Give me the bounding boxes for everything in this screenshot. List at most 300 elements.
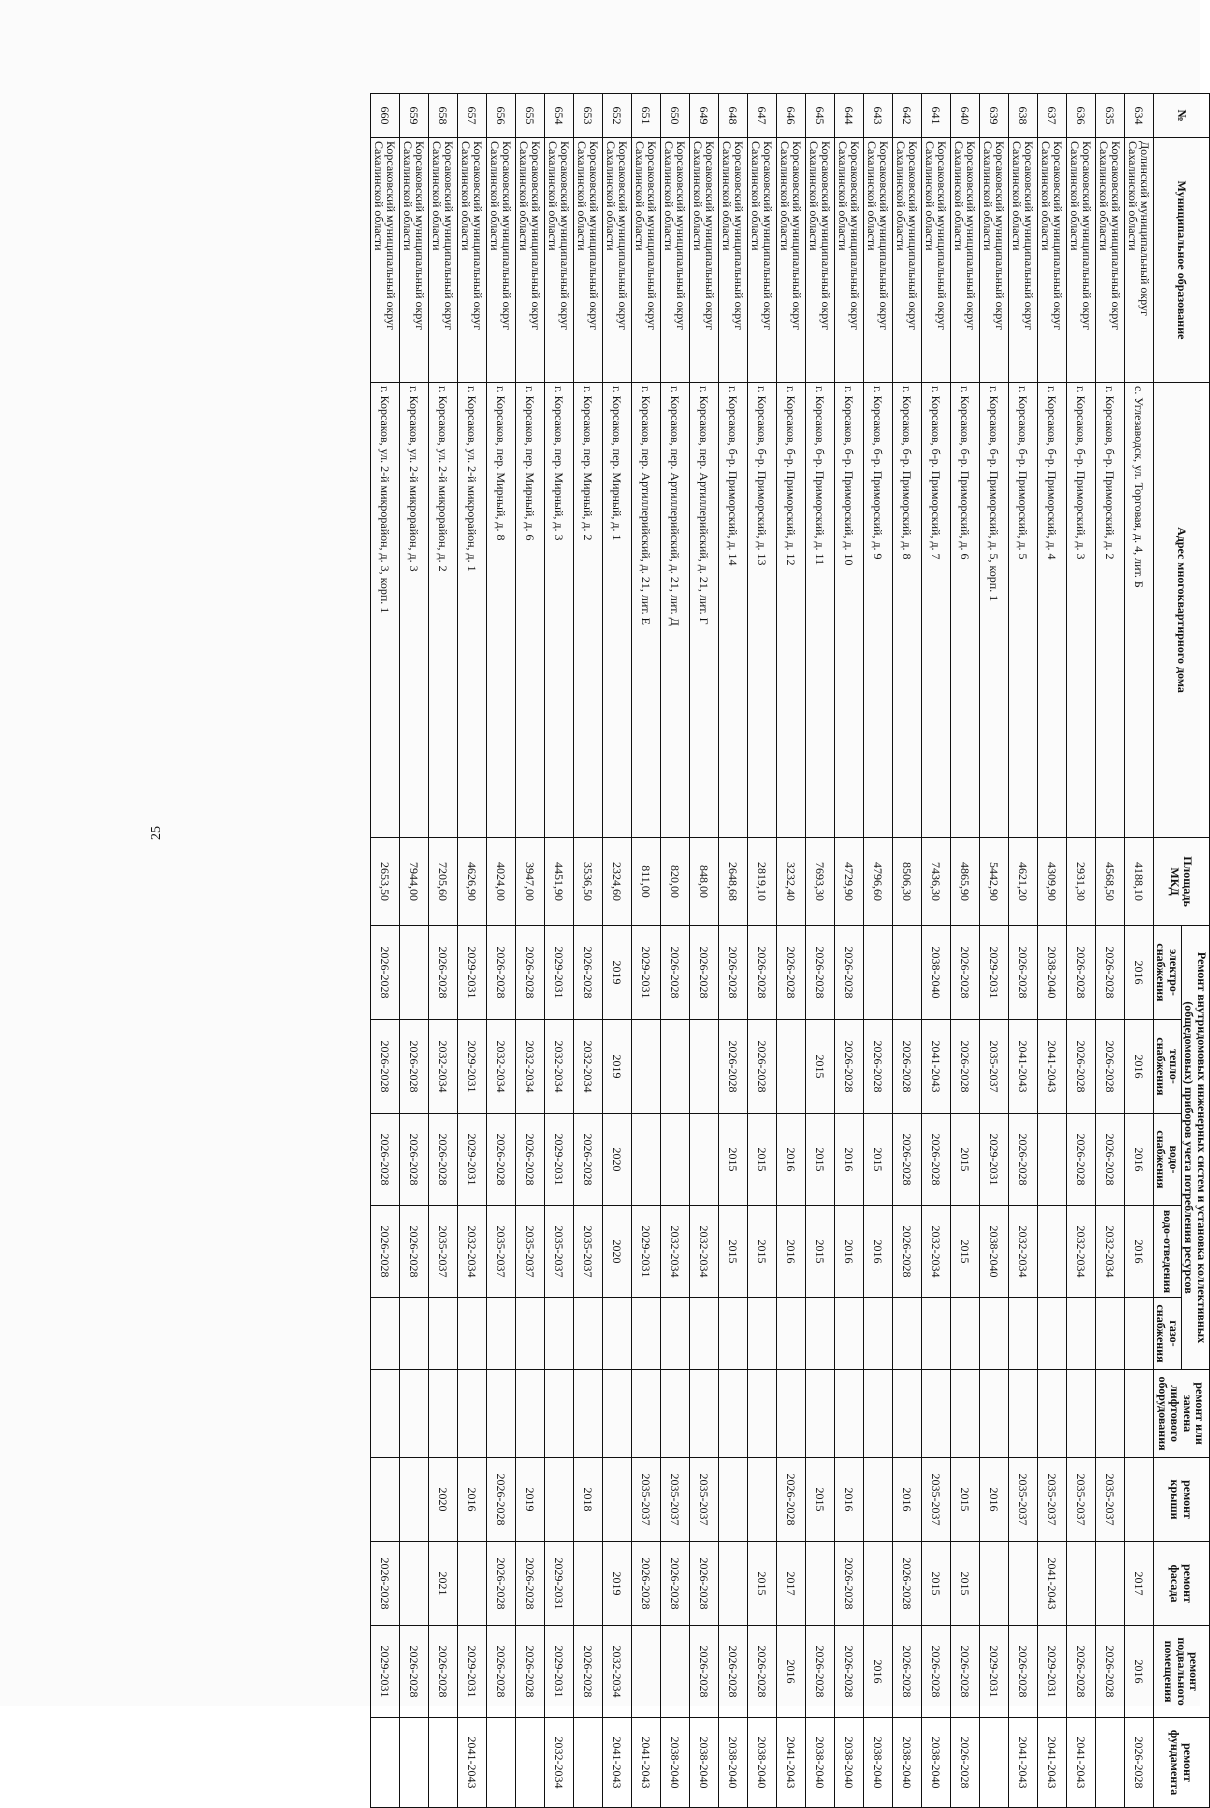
- heat-cell: 2015: [805, 1020, 834, 1114]
- table-row: [1008, 94, 1037, 1808]
- facade-cell: [718, 1542, 747, 1626]
- lift-cell: [1008, 1370, 1037, 1458]
- heat-cell: 2026-2028: [370, 1020, 399, 1114]
- area-cell: 7436,30: [921, 838, 950, 926]
- facade-cell: 2015: [747, 1542, 776, 1626]
- basement-cell: 2016: [1124, 1626, 1153, 1718]
- facade-cell: [1008, 1542, 1037, 1626]
- municipality-cell: Корсаковский муниципальный округ Сахалинской области: [486, 138, 515, 383]
- municipality-cell: Корсаковский муниципальный округ Сахалинской области: [602, 138, 631, 383]
- basement-cell: 2026-2028: [428, 1626, 457, 1718]
- area-cell: 2931,30: [1066, 838, 1095, 926]
- area-cell: 4309,90: [1037, 838, 1066, 926]
- electric-cell: 2026-2028: [515, 926, 544, 1020]
- drain-cell: 2035-2037: [486, 1206, 515, 1298]
- heat-cell: 2019: [602, 1020, 631, 1114]
- gas-cell: [950, 1298, 979, 1370]
- heat-cell: 2026-2028: [892, 1020, 921, 1114]
- water-cell: 2026-2028: [428, 1114, 457, 1206]
- facade-cell: 2026-2028: [515, 1542, 544, 1626]
- gas-cell: [805, 1298, 834, 1370]
- area-cell: 2648,68: [718, 838, 747, 926]
- gas-cell: [747, 1298, 776, 1370]
- facade-cell: [399, 1542, 428, 1626]
- roof-cell: 2016: [892, 1458, 921, 1542]
- roof-cell: 2018: [573, 1458, 602, 1542]
- water-cell: 2026-2028: [1008, 1114, 1037, 1206]
- drain-cell: 2026-2028: [892, 1206, 921, 1298]
- gas-cell: [486, 1298, 515, 1370]
- roof-cell: 2016: [457, 1458, 486, 1542]
- roof-cell: 2035-2037: [631, 1458, 660, 1542]
- electric-cell: 2026-2028: [1008, 926, 1037, 1020]
- gas-cell: [631, 1298, 660, 1370]
- table-row: [863, 94, 892, 1808]
- drain-cell: 2032-2034: [1008, 1206, 1037, 1298]
- electric-cell: 2029-2031: [457, 926, 486, 1020]
- header-basement: ремонт подвального помещения: [1153, 1626, 1209, 1718]
- lift-cell: [1037, 1370, 1066, 1458]
- facade-cell: 2026-2028: [660, 1542, 689, 1626]
- address-cell: г. Корсаков, б-р. Приморский, д. 3: [1066, 383, 1095, 838]
- table-row: [428, 94, 457, 1808]
- header-lift: ремонт или замена лифтового оборудования: [1153, 1370, 1209, 1458]
- table-row: [805, 94, 834, 1808]
- basement-cell: 2026-2028: [515, 1626, 544, 1718]
- facade-cell: 2019: [602, 1542, 631, 1626]
- row-number: 650: [660, 94, 689, 138]
- basement-cell: 2029-2031: [457, 1626, 486, 1718]
- table-row: [834, 94, 863, 1808]
- foundation-cell: [370, 1718, 399, 1808]
- facade-cell: [457, 1542, 486, 1626]
- area-cell: 820,00: [660, 838, 689, 926]
- basement-cell: 2016: [863, 1626, 892, 1718]
- header-num: №: [1153, 94, 1209, 138]
- address-cell: г. Корсаков, пер. Мирный, д. 2: [573, 383, 602, 838]
- row-number: 639: [979, 94, 1008, 138]
- water-cell: 2026-2028: [399, 1114, 428, 1206]
- roof-cell: [370, 1458, 399, 1542]
- basement-cell: 2026-2028: [399, 1626, 428, 1718]
- heat-cell: 2026-2028: [718, 1020, 747, 1114]
- drain-cell: 2029-2031: [631, 1206, 660, 1298]
- table-row: [370, 94, 399, 1808]
- row-number: 652: [602, 94, 631, 138]
- area-cell: 8506,30: [892, 838, 921, 926]
- address-cell: г. Корсаков, б-р. Приморский, д. 7: [921, 383, 950, 838]
- electric-cell: 2026-2028: [486, 926, 515, 1020]
- row-number: 660: [370, 94, 399, 138]
- water-cell: 2015: [863, 1114, 892, 1206]
- repair-schedule-table: [370, 93, 1210, 1808]
- drain-cell: 2020: [602, 1206, 631, 1298]
- gas-cell: [863, 1298, 892, 1370]
- area-cell: 4188,10: [1124, 838, 1153, 926]
- water-cell: 2026-2028: [1095, 1114, 1124, 1206]
- water-cell: 2015: [747, 1114, 776, 1206]
- area-cell: 4729,90: [834, 838, 863, 926]
- drain-cell: 2016: [776, 1206, 805, 1298]
- address-cell: г. Корсаков, б-р. Приморский, д. 14: [718, 383, 747, 838]
- address-cell: г. Корсаков, б-р. Приморский, д. 4: [1037, 383, 1066, 838]
- row-number: 646: [776, 94, 805, 138]
- gas-cell: [573, 1298, 602, 1370]
- facade-cell: 2041-2043: [1037, 1542, 1066, 1626]
- basement-cell: 2026-2028: [805, 1626, 834, 1718]
- gas-cell: [892, 1298, 921, 1370]
- row-number: 656: [486, 94, 515, 138]
- basement-cell: 2026-2028: [950, 1626, 979, 1718]
- gas-cell: [428, 1298, 457, 1370]
- foundation-cell: [1095, 1718, 1124, 1808]
- basement-cell: 2026-2028: [689, 1626, 718, 1718]
- heat-cell: 2026-2028: [399, 1020, 428, 1114]
- foundation-cell: 2026-2028: [950, 1718, 979, 1808]
- area-cell: 4451,90: [544, 838, 573, 926]
- address-cell: г. Корсаков, пер. Мирный, д. 6: [515, 383, 544, 838]
- electric-cell: 2026-2028: [1066, 926, 1095, 1020]
- header-area: Площадь МКД: [1153, 838, 1209, 926]
- foundation-cell: 2038-2040: [805, 1718, 834, 1808]
- municipality-cell: Корсаковский муниципальный округ Сахалинской области: [631, 138, 660, 383]
- water-cell: 2015: [950, 1114, 979, 1206]
- water-cell: 2029-2031: [457, 1114, 486, 1206]
- foundation-cell: [486, 1718, 515, 1808]
- table-body: [370, 94, 1153, 1808]
- municipality-cell: Корсаковский муниципальный округ Сахалинской области: [1008, 138, 1037, 383]
- basement-cell: 2026-2028: [1095, 1626, 1124, 1718]
- roof-cell: 2016: [834, 1458, 863, 1542]
- municipality-cell: Корсаковский муниципальный округ Сахалинской области: [1037, 138, 1066, 383]
- table-row: [718, 94, 747, 1808]
- table-row: [1095, 94, 1124, 1808]
- municipality-cell: Корсаковский муниципальный округ Сахалинской области: [515, 138, 544, 383]
- gas-cell: [689, 1298, 718, 1370]
- basement-cell: 2016: [776, 1626, 805, 1718]
- address-cell: г. Корсаков, б-р. Приморский, д. 13: [747, 383, 776, 838]
- water-cell: 2016: [834, 1114, 863, 1206]
- electric-cell: [863, 926, 892, 1020]
- area-cell: 848,00: [689, 838, 718, 926]
- basement-cell: 2026-2028: [718, 1626, 747, 1718]
- row-number: 634: [1124, 94, 1153, 138]
- address-cell: г. Корсаков, пер. Мирный, д. 3: [544, 383, 573, 838]
- electric-cell: 2026-2028: [718, 926, 747, 1020]
- basement-cell: 2026-2028: [1008, 1626, 1037, 1718]
- water-cell: 2020: [602, 1114, 631, 1206]
- table-row: [457, 94, 486, 1808]
- basement-cell: 2032-2034: [602, 1626, 631, 1718]
- facade-cell: 2017: [1124, 1542, 1153, 1626]
- gas-cell: [399, 1298, 428, 1370]
- electric-cell: 2026-2028: [747, 926, 776, 1020]
- address-cell: г. Корсаков, пер. Мирный, д. 8: [486, 383, 515, 838]
- basement-cell: [660, 1626, 689, 1718]
- facade-cell: [805, 1542, 834, 1626]
- facade-cell: 2017: [776, 1542, 805, 1626]
- heat-cell: [631, 1020, 660, 1114]
- foundation-cell: 2038-2040: [834, 1718, 863, 1808]
- row-number: 635: [1095, 94, 1124, 138]
- foundation-cell: 2041-2043: [1037, 1718, 1066, 1808]
- heat-cell: 2032-2034: [544, 1020, 573, 1114]
- electric-cell: 2019: [602, 926, 631, 1020]
- header-drain: водо-отведения: [1153, 1206, 1181, 1298]
- roof-cell: 2026-2028: [776, 1458, 805, 1542]
- basement-cell: 2029-2031: [1037, 1626, 1066, 1718]
- roof-cell: 2035-2037: [1037, 1458, 1066, 1542]
- lift-cell: [1095, 1370, 1124, 1458]
- drain-cell: 2032-2034: [1066, 1206, 1095, 1298]
- table-row: [1066, 94, 1095, 1808]
- foundation-cell: 2038-2040: [718, 1718, 747, 1808]
- table-row: [660, 94, 689, 1808]
- address-cell: г. Корсаков, ул. 2-й микрорайон, д. 3: [399, 383, 428, 838]
- drain-cell: 2032-2034: [660, 1206, 689, 1298]
- roof-cell: [399, 1458, 428, 1542]
- address-cell: г. Корсаков, пер. Артиллерийский, д. 21, лит. Д: [660, 383, 689, 838]
- water-cell: 2016: [776, 1114, 805, 1206]
- heat-cell: 2029-2031: [457, 1020, 486, 1114]
- foundation-cell: 2032-2034: [544, 1718, 573, 1808]
- drain-cell: 2026-2028: [399, 1206, 428, 1298]
- roof-cell: [544, 1458, 573, 1542]
- basement-cell: 2029-2031: [544, 1626, 573, 1718]
- electric-cell: 2026-2028: [370, 926, 399, 1020]
- table-row: [1124, 94, 1153, 1808]
- water-cell: 2029-2031: [544, 1114, 573, 1206]
- lift-cell: [428, 1370, 457, 1458]
- area-cell: 7944,00: [399, 838, 428, 926]
- water-cell: 2029-2031: [979, 1114, 1008, 1206]
- table-row: [776, 94, 805, 1808]
- gas-cell: [1095, 1298, 1124, 1370]
- facade-cell: 2015: [921, 1542, 950, 1626]
- lift-cell: [1066, 1370, 1095, 1458]
- address-cell: г. Корсаков, б-р. Приморский, д. 5: [1008, 383, 1037, 838]
- lift-cell: [457, 1370, 486, 1458]
- roof-cell: [863, 1458, 892, 1542]
- lift-cell: [776, 1370, 805, 1458]
- municipality-cell: Корсаковский муниципальный округ Сахалинской области: [689, 138, 718, 383]
- drain-cell: 2035-2037: [544, 1206, 573, 1298]
- area-cell: 2324,60: [602, 838, 631, 926]
- water-cell: 2026-2028: [921, 1114, 950, 1206]
- lift-cell: [544, 1370, 573, 1458]
- facade-cell: 2026-2028: [631, 1542, 660, 1626]
- header-water: водо-снабжения: [1153, 1114, 1181, 1206]
- area-cell: 4024,00: [486, 838, 515, 926]
- heat-cell: 2026-2028: [1066, 1020, 1095, 1114]
- heat-cell: [660, 1020, 689, 1114]
- heat-cell: 2026-2028: [1095, 1020, 1124, 1114]
- municipality-cell: Корсаковский муниципальный округ Сахалинской области: [747, 138, 776, 383]
- gas-cell: [515, 1298, 544, 1370]
- table-row: [544, 94, 573, 1808]
- address-cell: г. Корсаков, пер. Мирный, д. 1: [602, 383, 631, 838]
- municipality-cell: Корсаковский муниципальный округ Сахалинской области: [892, 138, 921, 383]
- facade-cell: [863, 1542, 892, 1626]
- area-cell: 2819,10: [747, 838, 776, 926]
- heat-cell: 2041-2043: [1008, 1020, 1037, 1114]
- roof-cell: 2026-2028: [486, 1458, 515, 1542]
- table-row: [689, 94, 718, 1808]
- address-cell: г. Корсаков, ул. 2-й микрорайон, д. 2: [428, 383, 457, 838]
- roof-cell: [602, 1458, 631, 1542]
- facade-cell: [573, 1542, 602, 1626]
- water-cell: 2015: [805, 1114, 834, 1206]
- header-heat: тепло-снабжения: [1153, 1020, 1181, 1114]
- header-municipality: Муниципальное образование: [1153, 138, 1209, 383]
- lift-cell: [892, 1370, 921, 1458]
- heat-cell: 2032-2034: [486, 1020, 515, 1114]
- table-row: [979, 94, 1008, 1808]
- address-cell: г. Корсаков, ул. 2-й микрорайон, д. 1: [457, 383, 486, 838]
- table-row: [950, 94, 979, 1808]
- area-cell: 811,00: [631, 838, 660, 926]
- facade-cell: 2029-2031: [544, 1542, 573, 1626]
- foundation-cell: 2041-2043: [602, 1718, 631, 1808]
- foundation-cell: 2038-2040: [747, 1718, 776, 1808]
- foundation-cell: [399, 1718, 428, 1808]
- table-row: [486, 94, 515, 1808]
- rotated-table-container: [96, 93, 1210, 1796]
- drain-cell: 2032-2034: [689, 1206, 718, 1298]
- electric-cell: 2038-2040: [921, 926, 950, 1020]
- municipality-cell: Корсаковский муниципальный округ Сахалинской области: [428, 138, 457, 383]
- basement-cell: [631, 1626, 660, 1718]
- water-cell: 2026-2028: [370, 1114, 399, 1206]
- municipality-cell: Корсаковский муниципальный округ Сахалинской области: [921, 138, 950, 383]
- header-roof: ремонт крыши: [1153, 1458, 1209, 1542]
- gas-cell: [544, 1298, 573, 1370]
- foundation-cell: 2041-2043: [1066, 1718, 1095, 1808]
- facade-cell: 2026-2028: [370, 1542, 399, 1626]
- roof-cell: 2035-2037: [921, 1458, 950, 1542]
- water-cell: 2026-2028: [515, 1114, 544, 1206]
- area-cell: 7693,30: [805, 838, 834, 926]
- municipality-cell: Корсаковский муниципальный округ Сахалинской области: [718, 138, 747, 383]
- row-number: 642: [892, 94, 921, 138]
- water-cell: [631, 1114, 660, 1206]
- foundation-cell: [515, 1718, 544, 1808]
- electric-cell: 2026-2028: [428, 926, 457, 1020]
- header-gas: газо-снабжения: [1153, 1298, 1181, 1370]
- address-cell: г. Корсаков, б-р. Приморский, д. 12: [776, 383, 805, 838]
- foundation-cell: 2026-2028: [1124, 1718, 1153, 1808]
- roof-cell: 2035-2037: [1095, 1458, 1124, 1542]
- heat-cell: 2026-2028: [863, 1020, 892, 1114]
- area-cell: 3536,50: [573, 838, 602, 926]
- row-number: 645: [805, 94, 834, 138]
- address-cell: г. Корсаков, б-р. Приморский, д. 11: [805, 383, 834, 838]
- water-cell: 2026-2028: [573, 1114, 602, 1206]
- drain-cell: 2032-2034: [921, 1206, 950, 1298]
- heat-cell: 2026-2028: [950, 1020, 979, 1114]
- roof-cell: 2035-2037: [660, 1458, 689, 1542]
- drain-cell: 2032-2034: [457, 1206, 486, 1298]
- facade-cell: [1066, 1542, 1095, 1626]
- roof-cell: 2035-2037: [1008, 1458, 1037, 1542]
- electric-cell: 2026-2028: [805, 926, 834, 1020]
- table-row: [602, 94, 631, 1808]
- lift-cell: [1124, 1370, 1153, 1458]
- facade-cell: 2021: [428, 1542, 457, 1626]
- municipality-cell: Корсаковский муниципальный округ Сахалинской области: [1066, 138, 1095, 383]
- lift-cell: [486, 1370, 515, 1458]
- municipality-cell: Корсаковский муниципальный округ Сахалинской области: [834, 138, 863, 383]
- address-cell: г. Корсаков, б-р. Приморский, д. 5, корп. 1: [979, 383, 1008, 838]
- row-number: 647: [747, 94, 776, 138]
- header-engineering-systems: Ремонт внутридомовых инженерных систем и установка коллективных (общедомовых) приборов учета потребления ресурсов: [1181, 926, 1209, 1370]
- gas-cell: [1124, 1298, 1153, 1370]
- gas-cell: [370, 1298, 399, 1370]
- water-cell: [660, 1114, 689, 1206]
- heat-cell: 2016: [1124, 1020, 1153, 1114]
- roof-cell: 2020: [428, 1458, 457, 1542]
- basement-cell: 2029-2031: [370, 1626, 399, 1718]
- foundation-cell: 2041-2043: [776, 1718, 805, 1808]
- roof-cell: [718, 1458, 747, 1542]
- address-cell: г. Корсаков, пер. Артиллерийский, д. 21, лит. Е: [631, 383, 660, 838]
- electric-cell: 2026-2028: [950, 926, 979, 1020]
- roof-cell: [747, 1458, 776, 1542]
- row-number: 648: [718, 94, 747, 138]
- heat-cell: 2026-2028: [834, 1020, 863, 1114]
- gas-cell: [834, 1298, 863, 1370]
- area-cell: 5442,90: [979, 838, 1008, 926]
- roof-cell: 2019: [515, 1458, 544, 1542]
- roof-cell: 2016: [979, 1458, 1008, 1542]
- row-number: 643: [863, 94, 892, 138]
- municipality-cell: Корсаковский муниципальный округ Сахалинской области: [544, 138, 573, 383]
- roof-cell: 2015: [805, 1458, 834, 1542]
- municipality-cell: Корсаковский муниципальный округ Сахалинской области: [660, 138, 689, 383]
- heat-cell: 2035-2037: [979, 1020, 1008, 1114]
- address-cell: г. Корсаков, пер. Артиллерийский, д. 21, лит. Г: [689, 383, 718, 838]
- address-cell: г. Корсаков, ул. 2-й микрорайон, д. 3, корп. 1: [370, 383, 399, 838]
- row-number: 636: [1066, 94, 1095, 138]
- table-row: [747, 94, 776, 1808]
- facade-cell: 2026-2028: [689, 1542, 718, 1626]
- water-cell: 2026-2028: [486, 1114, 515, 1206]
- table-row: [515, 94, 544, 1808]
- facade-cell: 2026-2028: [834, 1542, 863, 1626]
- gas-cell: [1008, 1298, 1037, 1370]
- page-number: 25: [149, 826, 164, 840]
- lift-cell: [921, 1370, 950, 1458]
- address-cell: г. Корсаков, б-р. Приморский, д. 8: [892, 383, 921, 838]
- address-cell: с. Углезаводск, ул. Торговая, д. 4, лит. Б: [1124, 383, 1153, 838]
- area-cell: 4626,90: [457, 838, 486, 926]
- lift-cell: [834, 1370, 863, 1458]
- municipality-cell: Корсаковский муниципальный округ Сахалинской области: [370, 138, 399, 383]
- foundation-cell: 2038-2040: [660, 1718, 689, 1808]
- basement-cell: 2026-2028: [921, 1626, 950, 1718]
- facade-cell: 2026-2028: [892, 1542, 921, 1626]
- basement-cell: 2026-2028: [892, 1626, 921, 1718]
- gas-cell: [921, 1298, 950, 1370]
- basement-cell: 2026-2028: [486, 1626, 515, 1718]
- water-cell: 2016: [1124, 1114, 1153, 1206]
- facade-cell: 2026-2028: [486, 1542, 515, 1626]
- header-electric: электро-снабжения: [1153, 926, 1181, 1020]
- row-number: 659: [399, 94, 428, 138]
- water-cell: [1037, 1114, 1066, 1206]
- electric-cell: 2026-2028: [573, 926, 602, 1020]
- electric-cell: 2026-2028: [776, 926, 805, 1020]
